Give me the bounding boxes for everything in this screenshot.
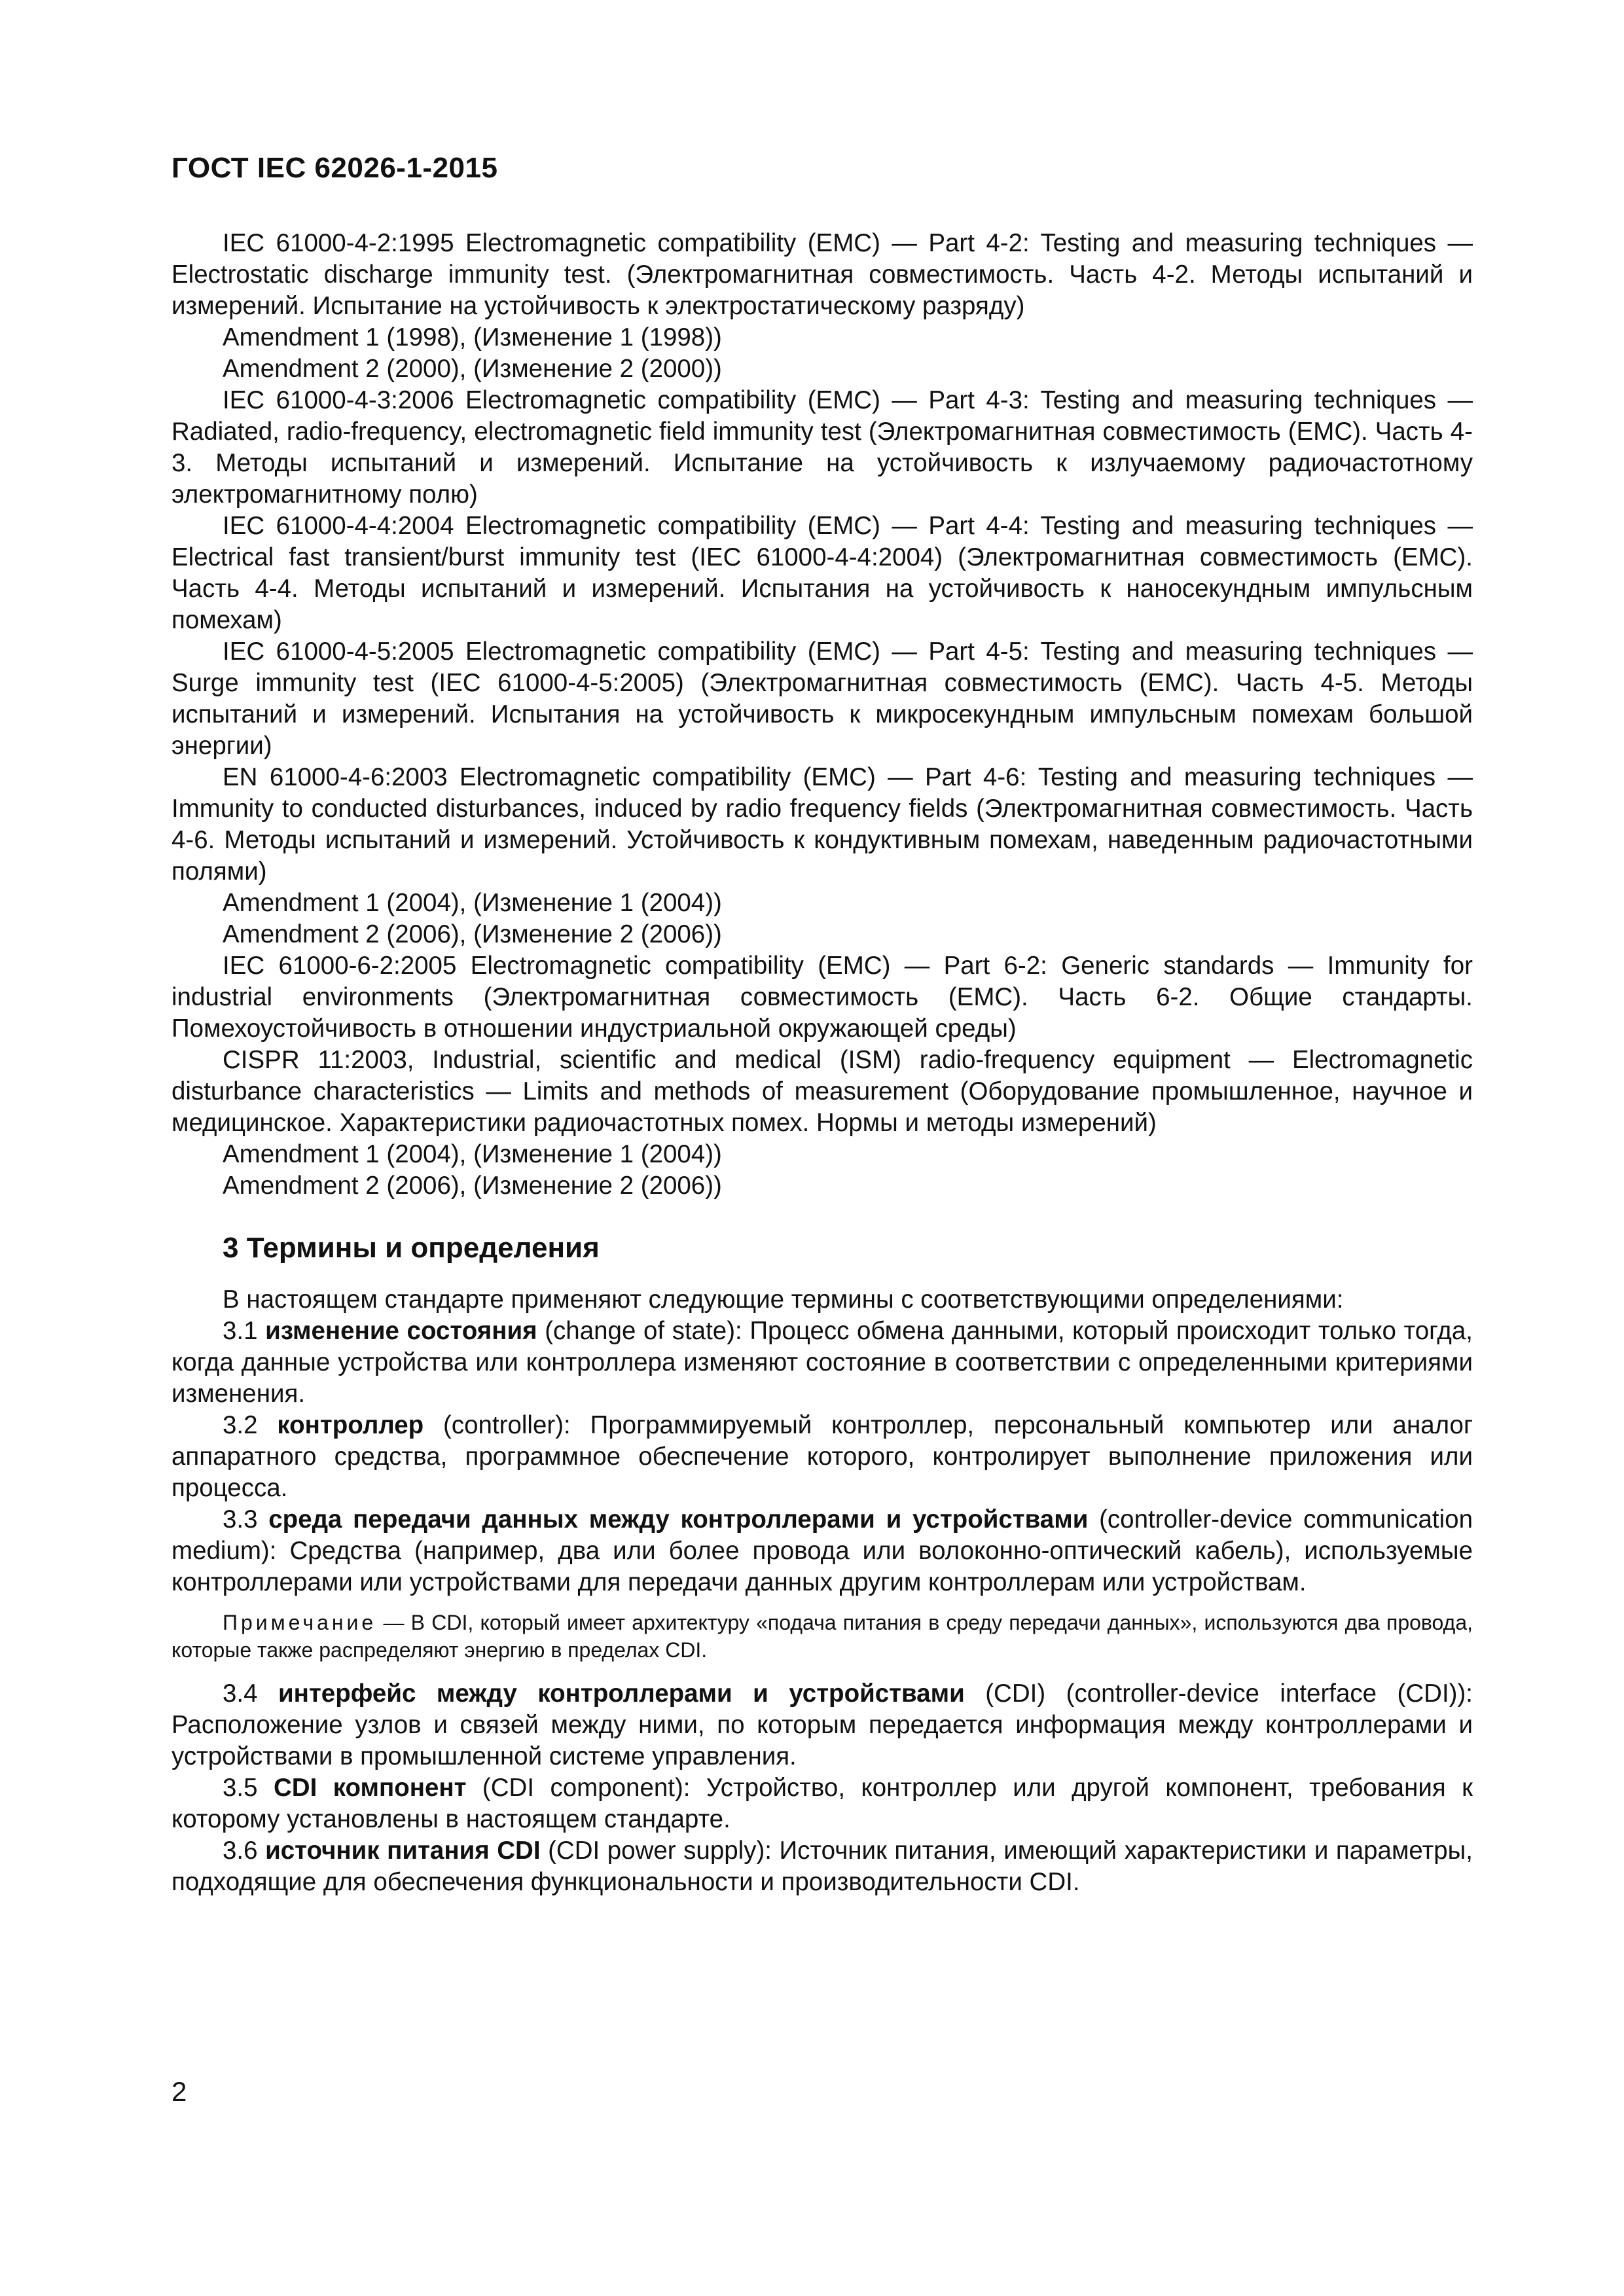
- term-number: 3.5: [223, 1774, 258, 1802]
- term-number: 3.1: [223, 1317, 258, 1345]
- term-definition-3-4: [171, 1678, 1473, 1772]
- document-body: [171, 228, 1473, 1898]
- amendment-line: Amendment 1 (2004), (Изменение 1 (2004)): [223, 889, 722, 917]
- amendment-line: Amendment 2 (2000), (Изменение 2 (2000)): [223, 355, 722, 383]
- term-definition-3-6: [171, 1835, 1473, 1898]
- page-number: 2: [171, 2076, 187, 2107]
- reference-entry: IEC 61000-4-4:2004 Electromagnetic compatibility (EMC) — Part 4-4: Testing and measuring techniques — Electrical fast transient/burst immunity test (IEC 61000-4-4:2004) (Электромагнитная совместимость (EMC). Часть 4-4. Методы испытаний и измерений. Испытания на устойчивость к наносекундным импульсным помехам): [171, 512, 1473, 634]
- term-number: 3.3: [223, 1505, 258, 1534]
- term-definition-3-1: [171, 1316, 1473, 1410]
- term-name: изменение состояния: [265, 1317, 537, 1345]
- amendment-line: Amendment 2 (2006), (Изменение 2 (2006)): [223, 1172, 722, 1200]
- term-name: источник питания CDI: [265, 1837, 541, 1865]
- section-heading: 3 Термины и определения: [223, 1232, 600, 1264]
- term-definition-3-3: [171, 1504, 1473, 1598]
- reference-entry: CISPR 11:2003, Industrial, scientific and medical (ISM) radio-frequency equipment — Electromagnetic disturbance characteristics — Limits and methods of measurement (Оборудование промышленное, научное и медицинское. Характеристики радиочастотных помех. Нормы и методы измерений): [171, 1046, 1473, 1137]
- term-number: 3.2: [223, 1411, 258, 1439]
- note-paragraph: [171, 1609, 1473, 1664]
- term-text: (CDI component): Устройство, контроллер или другой компонент, требования к которому установлены в настоящем стандарте.: [171, 1774, 1473, 1833]
- amendment-line: Amendment 1 (2004), (Изменение 1 (2004)): [223, 1140, 722, 1168]
- term-text: (CDI power supply): Источник питания, имеющий характеристики и параметры, подходящие для обеспечения функциональности и производительности CDI.: [171, 1837, 1473, 1896]
- term-text: (CDI) (controller-device interface (CDI)): Расположение узлов и связей между ними, по которым передается информация между контроллерами и устройствами в промышленной системе управления.: [171, 1679, 1473, 1770]
- term-text: (controller-device communication medium): Средства (например, два или более провода или волоконно-оптический кабель), используемые контроллерами или устройствами для передачи данных другим контроллерам или устройствам.: [171, 1505, 1473, 1596]
- reference-entry: IEC 61000-4-2:1995 Electromagnetic compatibility (EMC) — Part 4-2: Testing and measuring techniques — Electrostatic discharge immunity test. (Электромагнитная совместимость. Часть 4-2. Методы испытаний и измерений. Испытание на устойчивость к электростатическому разряду): [171, 229, 1473, 320]
- term-number: 3.4: [223, 1679, 258, 1708]
- reference-entry: EN 61000-4-6:2003 Electromagnetic compatibility (EMC) — Part 4-6: Testing and measuring techniques — Immunity to conducted disturbances, induced by radio frequency fields (Электромагнитная совместимость. Часть 4-6. Методы испытаний и измерений. Устойчивость к кондуктивным помехам, наведенным радиочастотными полями): [171, 763, 1473, 886]
- term-definition-3-5: [171, 1772, 1473, 1835]
- term-name: контроллер: [277, 1411, 424, 1439]
- reference-entry: IEC 61000-4-5:2005 Electromagnetic compatibility (EMC) — Part 4-5: Testing and measuring techniques — Surge immunity test (IEC 61000-4-5:2005) (Электромагнитная совместимость (EMC). Часть 4-5. Методы испытаний и измерений. Испытания на устойчивость к микросекундным импульсным помехам большой энергии): [171, 637, 1473, 760]
- reference-entry: IEC 61000-6-2:2005 Electromagnetic compatibility (EMC) — Part 6-2: Generic standards — Immunity for industrial environments (Электромагнитная совместимость (EMC). Часть 6-2. Общие стандарты. Помехоустойчивость в отношении индустриальной окружающей среды): [171, 952, 1473, 1043]
- term-name: среда передачи данных между контроллерами и устройствами: [268, 1505, 1089, 1534]
- term-text: (change of state): Процесс обмена данными, который происходит только тогда, когда данные устройства или контроллера изменяют состояние в соответствии с определенными критериями изменения.: [171, 1317, 1473, 1408]
- note-label: Примечание: [223, 1611, 377, 1634]
- amendment-line: Amendment 2 (2006), (Изменение 2 (2006)): [223, 920, 722, 948]
- term-text: (controller): Программируемый контроллер, персональный компьютер или аналог аппаратного средства, программное обеспечение которого, контролирует выполнение приложения или процесса.: [171, 1411, 1473, 1502]
- reference-entry: IEC 61000-4-3:2006 Electromagnetic compatibility (EMC) — Part 4-3: Testing and measuring techniques — Radiated, radio-frequency, electromagnetic field immunity test (Электромагнитная совместимость (EMC). Часть 4-3. Методы испытаний и измерений. Испытание на устойчивость к излучаемому радиочастотному электромагнитному полю): [171, 386, 1473, 509]
- term-definition-3-2: [171, 1410, 1473, 1504]
- term-name: интерфейс между контроллерами и устройствами: [278, 1679, 965, 1708]
- amendment-line: Amendment 1 (1998), (Изменение 1 (1998)): [223, 323, 722, 351]
- note-text: — В CDI, который имеет архитектуру «подача питания в среду передачи данных», используются два провода, которые также распределяют энергию в пределах CDI.: [171, 1611, 1473, 1662]
- term-number: 3.6: [223, 1837, 258, 1865]
- section-intro: В настоящем стандарте применяют следующие термины с соответствующими определениями:: [223, 1285, 1344, 1314]
- term-name: CDI компонент: [273, 1774, 467, 1802]
- document-header: ГОСТ IEC 62026-1-2015: [171, 152, 498, 184]
